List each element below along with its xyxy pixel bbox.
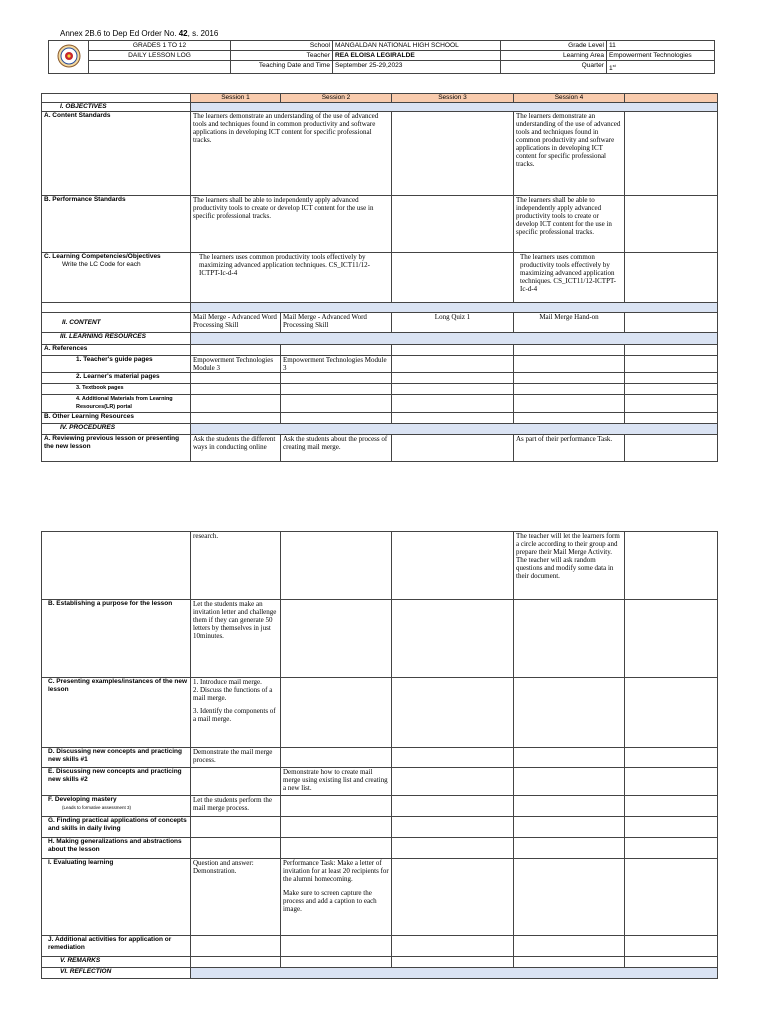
section-shade — [191, 424, 718, 435]
cell — [191, 817, 281, 838]
cell — [625, 313, 718, 333]
cell — [392, 373, 514, 384]
cell — [514, 678, 625, 748]
additional-activities-label: J. Additional activities for application or remediation — [42, 936, 191, 957]
cell — [392, 345, 514, 356]
cell — [625, 413, 718, 424]
cell — [392, 384, 514, 395]
quarter-suffix: st — [612, 63, 616, 68]
cell — [191, 957, 281, 968]
cell — [281, 395, 392, 413]
cell — [625, 196, 718, 253]
textbook-label: 3. Textbook pages — [42, 384, 191, 395]
learners-material-label: 2. Learner's material pages — [42, 373, 191, 384]
session-4-header: Session 4 — [514, 94, 625, 103]
cell — [392, 395, 514, 413]
blank-corner — [42, 94, 191, 103]
content-standards-s1: The learners demonstrate an understanding of the use of advanced tools and techniques found in common productivity and software applications in developing ICT content for specific professional tracks. — [191, 112, 392, 196]
teachers-guide-s1: Empowerment Technologies Module 3 — [191, 356, 281, 373]
cell — [392, 768, 514, 796]
session-1-header: Session 1 — [191, 94, 281, 103]
section-shade — [191, 103, 718, 112]
cell — [191, 413, 281, 424]
content-standards-s4: The learners demonstrate an understanding of the use of advanced tools and techniques found in common productivity and software applications in developing ICT content for specific professional tracks. — [514, 112, 625, 196]
cell — [625, 345, 718, 356]
school-label: School — [231, 41, 333, 51]
competencies-label: C. Learning Competencies/Objectives — [44, 253, 161, 260]
cell — [625, 817, 718, 838]
evaluating-s1: Question and answer: Demonstration. — [191, 859, 281, 936]
cell — [392, 936, 514, 957]
section-shade — [191, 968, 718, 979]
cell — [191, 384, 281, 395]
cell — [42, 303, 191, 313]
mastery-label-cell — [42, 796, 191, 817]
cell — [281, 748, 392, 768]
practical-applications-label: G. Finding practical applications of concepts and skills in daily living — [42, 817, 191, 838]
deped-seal-icon — [57, 44, 81, 68]
lesson-table-page2 — [41, 531, 718, 979]
discussing-1-label: D. Discussing new concepts and practicing new skills #1 — [42, 748, 191, 768]
quarter-value — [607, 61, 715, 74]
cell — [625, 957, 718, 968]
session-3-header: Session 3 — [392, 94, 514, 103]
evaluating-s2-note: Make sure to screen capture the process and add a caption to each image. — [283, 889, 377, 913]
competencies-s4: The learners uses common productivity tools effectively by maximizing advanced application techniques. CS_ICT11/12-ICTPT-Ic-d-4 — [514, 253, 625, 303]
cell — [191, 768, 281, 796]
reviewing-s4-continued: The teacher will let the learners form a circle according to their group and prepare their Mail Merge Activity. The teacher will ask random questions and modify some data in their document. — [514, 532, 625, 600]
cell — [625, 838, 718, 859]
discussing-2-s2: Demonstrate how to create mail merge using existing list and creating a new list. — [281, 768, 392, 796]
examples-item-1: 1. Introduce mail merge. — [193, 678, 262, 686]
cell — [514, 748, 625, 768]
evaluating-s2-task: Performance Task: Make a letter of invitation for at least 20 recipients for the alumni homecoming. — [283, 859, 389, 883]
objectives-heading: I. OBJECTIVES — [42, 103, 191, 112]
reviewing-label: A. Reviewing previous lesson or presenting the new lesson — [42, 435, 191, 462]
content-heading: II. CONTENT — [42, 313, 191, 333]
cell — [42, 532, 191, 600]
cell — [281, 936, 392, 957]
reviewing-s4: As part of their performance Task. — [514, 435, 625, 462]
cell — [625, 395, 718, 413]
competencies-label-cell — [42, 253, 191, 303]
cell — [514, 413, 625, 424]
mastery-sublabel: (Leads to formative assessment 3) — [62, 805, 132, 810]
deped-seal-cell — [49, 41, 89, 74]
cell — [625, 748, 718, 768]
cell — [392, 600, 514, 678]
cell — [514, 356, 625, 373]
remarks-heading: V. REMARKS — [42, 957, 191, 968]
header-table — [48, 40, 715, 74]
cell — [392, 112, 514, 196]
content-s1: Mail Merge - Advanced Word Processing Skill — [191, 313, 281, 333]
cell — [514, 838, 625, 859]
grade-label: Grade Level — [501, 41, 607, 51]
area-value: Empowerment Technologies — [607, 51, 715, 61]
lesson-table-page1 — [41, 93, 718, 462]
discussing-2-label: E. Discussing new concepts and practicing new skills #2 — [42, 768, 191, 796]
examples-item-2: 2. Discuss the functions of a mail merge. — [193, 686, 273, 702]
teacher-value: REA ELOISA LEGIRALDE — [333, 51, 501, 61]
performance-standards-s1: The learners shall be able to independently apply advanced productivity tools to create or develop ICT content for the use in specific professional tracks. — [191, 196, 392, 253]
cell — [514, 345, 625, 356]
cell — [514, 936, 625, 957]
title-line1: GRADES 1 TO 12 — [89, 41, 231, 51]
generalizations-label: H. Making generalizations and abstractions about the lesson — [42, 838, 191, 859]
cell — [392, 817, 514, 838]
section-shade — [191, 303, 718, 313]
cell — [281, 345, 392, 356]
resources-heading: III. LEARNING RESOURCES — [42, 333, 191, 345]
competencies-sublabel: Write the LC Code for each — [62, 261, 141, 268]
annex-prefix: Annex 2B.6 to Dep Ed Order No. — [60, 29, 179, 38]
teacher-label: Teacher — [231, 51, 333, 61]
session-2-header: Session 2 — [281, 94, 392, 103]
other-resources-label: B. Other Learning Resources — [42, 413, 191, 424]
cell — [281, 413, 392, 424]
cell — [191, 345, 281, 356]
reviewing-s2: Ask the students about the process of creating mail merge. — [281, 435, 392, 462]
cell — [191, 838, 281, 859]
cell — [625, 384, 718, 395]
cell — [625, 253, 718, 303]
grade-value: 11 — [607, 41, 715, 51]
school-value: MANGALDAN NATIONAL HIGH SCHOOL — [333, 41, 501, 51]
cell — [281, 796, 392, 817]
reviewing-s1: Ask the students the different ways in conducting online — [191, 435, 281, 462]
teachers-guide-label: 1. Teacher's guide pages — [42, 356, 191, 373]
examples-s1 — [191, 678, 281, 748]
examples-item-3: 3. Identify the components of a mail merge. — [193, 707, 276, 723]
content-s4: Mail Merge Hand-on — [514, 313, 625, 333]
cell — [392, 838, 514, 859]
cell — [281, 384, 392, 395]
area-label: Learning Area — [501, 51, 607, 61]
cell — [392, 796, 514, 817]
cell — [514, 859, 625, 936]
cell — [191, 936, 281, 957]
cell — [625, 859, 718, 936]
cell — [625, 796, 718, 817]
cell — [392, 748, 514, 768]
cell — [514, 817, 625, 838]
cell — [281, 600, 392, 678]
cell — [625, 768, 718, 796]
cell — [625, 435, 718, 462]
evaluating-label: I. Evaluating learning — [42, 859, 191, 936]
cell — [281, 532, 392, 600]
cell — [514, 768, 625, 796]
cell — [514, 600, 625, 678]
cell — [281, 817, 392, 838]
examples-label: C. Presenting examples/instances of the new lesson — [42, 678, 191, 748]
mastery-s1: Let the students perform the mail merge process. — [191, 796, 281, 817]
content-standards-label: A. Content Standards — [42, 112, 191, 196]
reflection-heading: VI. REFLECTION — [42, 968, 191, 979]
cell — [191, 395, 281, 413]
discussing-1-s1: Demonstrate the mail merge process. — [191, 748, 281, 768]
cell — [281, 838, 392, 859]
mastery-label: F. Developing mastery — [48, 796, 117, 803]
cell — [514, 373, 625, 384]
cell — [281, 678, 392, 748]
cell — [625, 373, 718, 384]
performance-standards-s4: The learners shall be able to independently apply advanced productivity tools to create or develop ICT content for the use in specific professional tracks. — [514, 196, 625, 253]
date-value: September 25-29,2023 — [333, 61, 501, 74]
quarter-number: 1 — [609, 65, 613, 73]
evaluating-s2 — [281, 859, 392, 936]
competencies-s1: The learners uses common productivity tools effectively by maximizing advanced application techniques. CS_ICT11/12-ICTPT-Ic-d-4 — [191, 253, 392, 303]
cell — [625, 678, 718, 748]
annex-reference — [60, 29, 218, 38]
cell — [392, 253, 514, 303]
cell — [514, 384, 625, 395]
performance-standards-label: B. Performance Standards — [42, 196, 191, 253]
cell — [625, 600, 718, 678]
purpose-s1: Let the students make an invitation letter and challenge them if they can generate 50 letters by themselves in just 10minutes. — [191, 600, 281, 678]
cell — [625, 532, 718, 600]
cell — [625, 356, 718, 373]
cell — [514, 395, 625, 413]
cell — [392, 196, 514, 253]
purpose-label: B. Establishing a purpose for the lesson — [42, 600, 191, 678]
cell — [625, 936, 718, 957]
cell — [191, 373, 281, 384]
title-line2: DAILY LESSON LOG — [89, 51, 231, 61]
additional-materials-label: 4. Additional Materials from Learning Resources(LR) portal — [42, 395, 191, 413]
cell — [392, 356, 514, 373]
cell — [392, 678, 514, 748]
cell — [514, 796, 625, 817]
cell — [281, 957, 392, 968]
annex-number: 42 — [178, 29, 188, 38]
cell — [514, 957, 625, 968]
reviewing-s1-continued: research. — [191, 532, 281, 600]
content-s3: Long Quiz 1 — [392, 313, 514, 333]
title-blank — [89, 61, 231, 74]
quarter-label: Quarter — [501, 61, 607, 74]
annex-suffix: , s. 2016 — [187, 29, 219, 38]
date-label: Teaching Date and Time — [231, 61, 333, 74]
cell — [625, 112, 718, 196]
teachers-guide-s2: Empowerment Technologies Module 3 — [281, 356, 392, 373]
cell — [392, 413, 514, 424]
cell — [392, 435, 514, 462]
cell — [392, 532, 514, 600]
cell — [281, 373, 392, 384]
session-5-header — [625, 94, 718, 103]
cell — [392, 957, 514, 968]
references-label: A. References — [42, 345, 191, 356]
procedures-heading: IV. PROCEDURES — [42, 424, 191, 435]
cell — [392, 859, 514, 936]
section-shade — [191, 333, 718, 345]
content-s2: Mail Merge - Advanced Word Processing Skill — [281, 313, 392, 333]
